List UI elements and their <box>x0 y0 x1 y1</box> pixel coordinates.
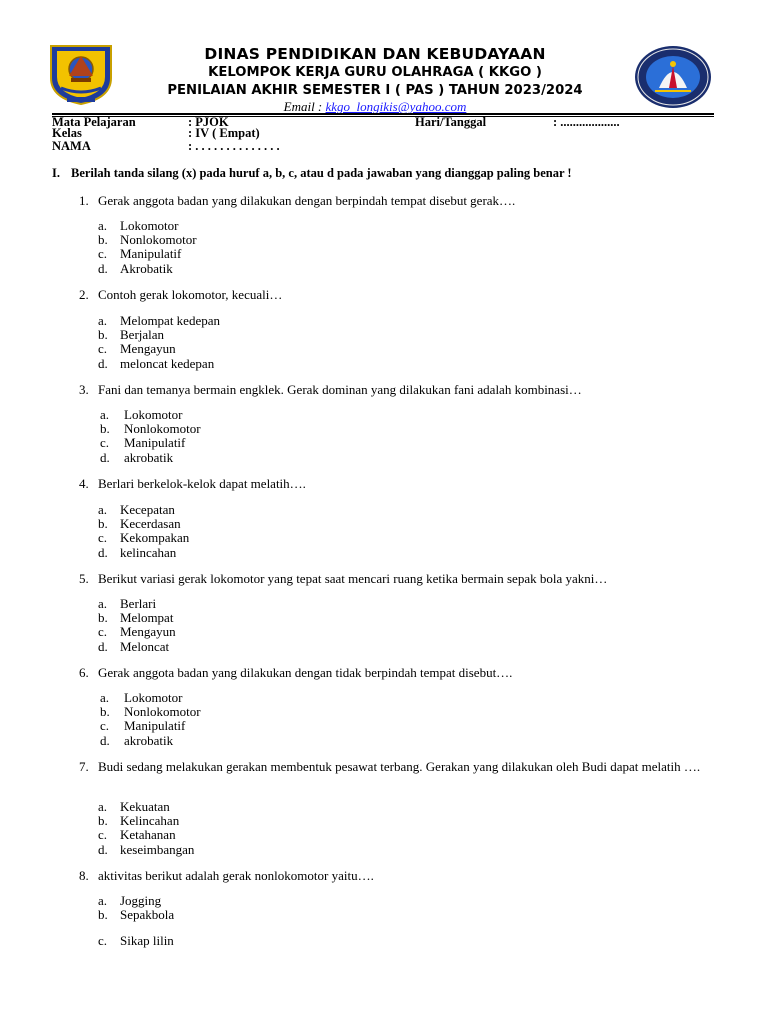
tut-wuri-handayani-icon <box>633 44 713 110</box>
question-number: 2. <box>79 287 89 302</box>
question-number: 4. <box>79 476 89 491</box>
option-text: Manipulatif <box>120 246 182 262</box>
name-value[interactable]: : . . . . . . . . . . . . . . <box>188 139 280 153</box>
option-letter: d. <box>98 355 108 371</box>
class-value: : IV ( Empat) <box>188 126 260 140</box>
option-letter: a. <box>98 502 108 517</box>
question-text: Gerak anggota badan yang dilakukan dengan berpindah tempat disebut gerak…. <box>98 193 516 208</box>
question-text: Berikut variasi gerak lokomotor yang tepat saat mencari ruang ketika bermain sepak bola yakni… <box>98 571 608 586</box>
option-letter: a. <box>100 407 110 422</box>
option-letter: a. <box>100 690 110 705</box>
option-text: Manipulatif <box>124 718 186 734</box>
option-text: Kecerdasan <box>120 516 181 532</box>
section-number: I. <box>52 166 60 180</box>
option-letter: c. <box>98 530 108 546</box>
option-text: Ketahanan <box>120 827 176 843</box>
question-number: 5. <box>79 571 89 586</box>
option-text: kelincahan <box>120 544 177 560</box>
question-number: 7. <box>79 759 89 774</box>
option-text: Berlari <box>120 596 157 611</box>
option-text: Meloncat <box>120 638 170 654</box>
question-text: Fani dan temanya bermain engklek. Gerak dominan yang dilakukan fani adalah kombinasi… <box>98 382 582 397</box>
option-text: akrobatik <box>124 449 174 465</box>
question-number: 6. <box>79 665 89 680</box>
name-label: NAMA <box>52 139 91 153</box>
option-text: Melompat kedepan <box>120 313 220 328</box>
letterhead <box>120 44 630 114</box>
option-text: Kekompakan <box>120 530 190 546</box>
option-letter: d. <box>100 732 110 748</box>
option-letter: b. <box>98 610 108 626</box>
email-label: Email : <box>283 99 326 114</box>
question-text: aktivitas berikut adalah gerak nonlokomotor yaitu…. <box>98 868 374 883</box>
question-text: Gerak anggota badan yang dilakukan dengan tidak berpindah tempat disebut…. <box>98 665 513 680</box>
option-text: Lokomotor <box>124 407 183 422</box>
subject-value: : PJOK <box>188 115 229 129</box>
date-value[interactable]: : ................... <box>553 115 620 129</box>
option-letter: b. <box>98 813 108 829</box>
option-letter: d. <box>100 449 110 465</box>
option-letter: b. <box>98 327 108 343</box>
section-instruction <box>52 166 572 181</box>
question-number: 3. <box>79 382 89 397</box>
option-letter: b. <box>100 704 110 720</box>
option-letter: b. <box>98 907 108 923</box>
option-text: Kecepatan <box>120 502 175 517</box>
option-letter: a. <box>98 313 108 328</box>
option-letter: b. <box>98 232 108 248</box>
question-text: Contoh gerak lokomotor, kecuali… <box>98 287 283 302</box>
option-letter: d. <box>98 638 108 654</box>
option-letter: a. <box>98 596 108 611</box>
question-number: 1. <box>79 193 89 208</box>
option-letter: c. <box>100 435 110 451</box>
instruction-text: Berilah tanda silang (x) pada huruf a, b, c, atau d pada jawaban yang dianggap paling benar ! <box>71 166 572 180</box>
exam-title: PENILAIAN AKHIR SEMESTER I ( PAS ) TAHUN 2023/2024 <box>167 83 583 98</box>
option-text: Lokomotor <box>120 218 179 233</box>
option-text: Kelincahan <box>120 813 180 829</box>
option-text: Mengayun <box>120 341 176 357</box>
option-letter: a. <box>98 893 108 908</box>
option-text: meloncat kedepan <box>120 355 215 371</box>
email-link[interactable]: kkgo_longikis@yahoo.com <box>325 99 467 114</box>
option-text: Sepakbola <box>120 907 175 923</box>
option-letter: a. <box>98 218 108 233</box>
option-text: Nonlokomotor <box>124 704 201 720</box>
option-text: Kekuatan <box>120 799 170 814</box>
option-text: keseimbangan <box>120 841 195 857</box>
option-letter: c. <box>98 341 108 357</box>
option-letter: b. <box>98 516 108 532</box>
date-label: Hari/Tanggal <box>415 115 487 129</box>
option-letter: b. <box>100 421 110 437</box>
question-number: 8. <box>79 868 89 883</box>
option-letter: d. <box>98 260 108 276</box>
option-text: akrobatik <box>124 732 174 748</box>
option-letter: c. <box>98 624 108 640</box>
option-text: Akrobatik <box>120 260 173 276</box>
option-letter: a. <box>98 799 108 814</box>
option-letter: c. <box>100 718 110 734</box>
option-text: Nonlokomotor <box>120 232 197 248</box>
group-title: KELOMPOK KERJA GURU OLAHRAGA ( KKGO ) <box>208 65 542 80</box>
option-text: Manipulatif <box>124 435 186 451</box>
regional-crest-icon <box>47 42 115 106</box>
option-text: Sikap lilin <box>120 933 174 949</box>
option-letter: d. <box>98 544 108 560</box>
question-text: Berlari berkelok-kelok dapat melatih…. <box>98 476 306 491</box>
option-text: Berjalan <box>120 327 165 343</box>
option-text: Melompat <box>120 610 174 626</box>
email-line <box>120 100 630 114</box>
option-text: Jogging <box>120 893 162 908</box>
option-text: Lokomotor <box>124 690 183 705</box>
option-text: Nonlokomotor <box>124 421 201 437</box>
option-text: Mengayun <box>120 624 176 640</box>
subject-label: Mata Pelajaran <box>52 115 136 129</box>
option-letter: c. <box>98 246 108 262</box>
class-label: Kelas <box>52 126 82 140</box>
option-letter: c. <box>98 827 108 843</box>
agency-title: DINAS PENDIDIKAN DAN KEBUDAYAAN <box>204 45 546 63</box>
option-letter: c. <box>98 933 108 949</box>
question-text: Budi sedang melakukan gerakan membentuk pesawat terbang. Gerakan yang dilakukan oleh Budi dapat melatih …. <box>98 759 701 774</box>
option-letter: d. <box>98 841 108 857</box>
